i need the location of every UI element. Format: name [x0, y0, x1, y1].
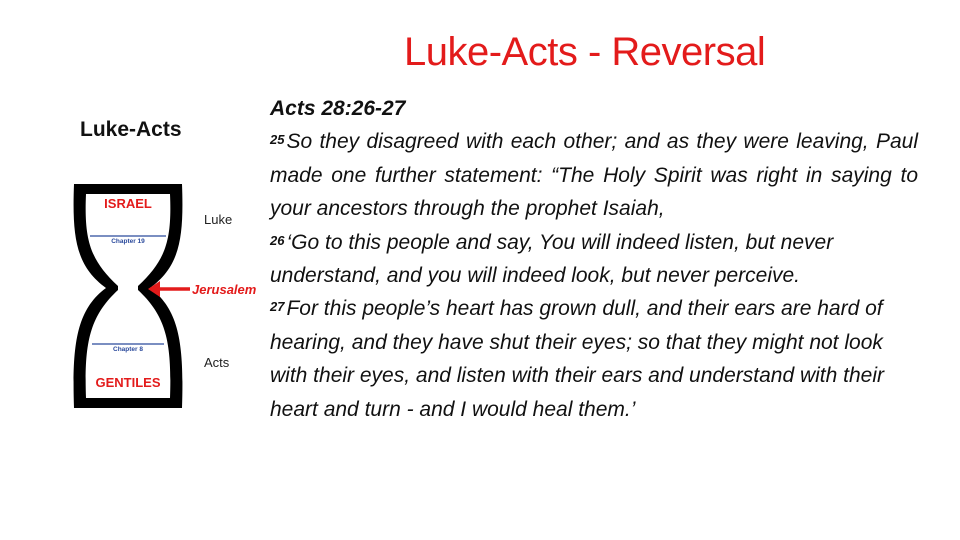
hourglass-diagram	[62, 178, 262, 413]
verse-text: So they disagreed with each other; and as they were leaving, Paul made one further statement: “The Holy Spirit was right in saying to your ancestors through the prophet Isaiah,	[270, 130, 918, 221]
verse-27	[270, 292, 918, 426]
verse-number: 26	[270, 232, 285, 248]
verse-text: ‘Go to this people and say, You will indeed listen, but never understand, and you will indeed look, but never perceive.	[270, 230, 834, 288]
slide-title: Luke-Acts - Reversal	[404, 30, 766, 74]
verse-text: For this people’s heart has grown dull, and their ears are hard of hearing, and they have shut their eyes; so that they might not look with their eyes, and listen with their ears and understand with their heart and turn - and I would heal them.’	[270, 297, 884, 421]
side-label-acts: Acts	[204, 355, 230, 370]
side-label-luke: Luke	[204, 212, 233, 227]
top-region-label: ISRAEL	[104, 196, 152, 211]
verse-number: 27	[270, 299, 285, 315]
lower-chapter-label: Chapter 8	[113, 346, 143, 353]
jerusalem-label: Jerusalem	[192, 282, 257, 297]
bottom-region-label: GENTILES	[95, 375, 161, 390]
verse-26	[270, 226, 918, 293]
scripture-passage	[270, 92, 918, 426]
diagram-heading: Luke-Acts	[80, 118, 182, 141]
scripture-reference: Acts 28:26-27	[270, 97, 406, 120]
verse-25	[270, 125, 918, 225]
upper-chapter-label: Chapter 19	[111, 238, 145, 245]
verse-number: 25	[270, 132, 285, 148]
